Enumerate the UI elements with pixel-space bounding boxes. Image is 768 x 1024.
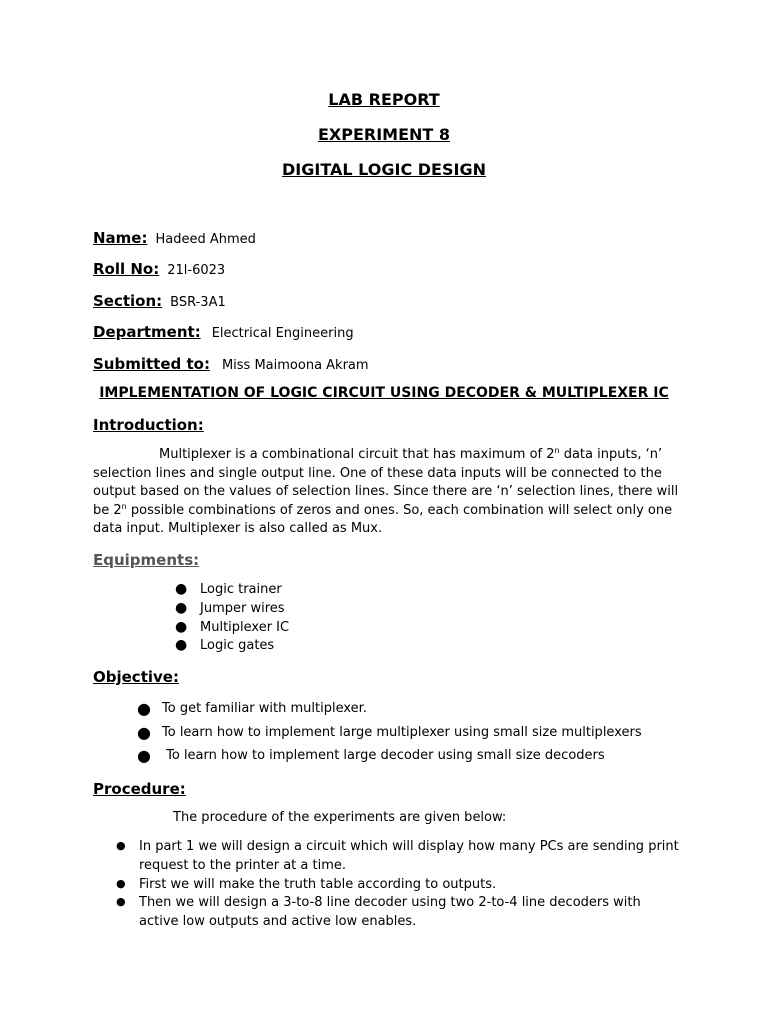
intro-sup-2: n — [121, 501, 127, 511]
procedure-item: First we will make the truth table according to outputs. — [139, 877, 497, 892]
bullet-icon: ● — [175, 637, 188, 653]
bullet-icon: ● — [175, 600, 188, 616]
equipment-item: Multiplexer IC — [200, 620, 290, 635]
department-value: Electrical Engineering — [211, 326, 354, 341]
course-title: DIGITAL LOGIC DESIGN — [282, 160, 486, 179]
procedure-item: In part 1 we will design a circuit which will display how many PCs are sending print request to the printer at a time. — [139, 839, 679, 873]
bullet-icon: ● — [116, 895, 126, 908]
experiment-title: EXPERIMENT 8 — [317, 125, 451, 144]
objective-item: To learn how to implement large decoder using small size decoders — [162, 748, 605, 763]
department-label: Department: — [93, 323, 201, 341]
bullet-icon: ● — [175, 619, 188, 635]
procedure-heading: Procedure: — [93, 780, 186, 798]
intro-text-3: possible combinations of zeros and ones. So, each combination will select only one data input. Multiplexer is also called as Mux. — [93, 502, 673, 537]
report-title: LAB REPORT — [328, 90, 440, 109]
department-field — [93, 322, 354, 341]
equipment-item: Logic gates — [200, 638, 275, 653]
roll-value: 21l-6023 — [167, 263, 226, 278]
submitted-field — [93, 354, 369, 373]
intro-text-2: data inputs, ‘n’ selection lines and single output line. One of these data inputs will be connected to the output based on the values of selection lines. Since there are ‘n’ selection lines, there will be 2 — [93, 447, 679, 518]
introduction-heading: Introduction: — [93, 416, 204, 434]
equipments-heading: Equipments: — [93, 551, 200, 569]
section-label: Section: — [93, 292, 163, 310]
submitted-value: Miss Maimoona Akram — [221, 358, 369, 373]
bullet-icon: ● — [137, 723, 151, 742]
intro-sup-1: n — [554, 446, 560, 455]
bullet-icon: ● — [175, 581, 188, 597]
procedure-item: Then we will design a 3-to-8 line decoder using two 2-to-4 line decoders with active low outputs and active low enables. — [139, 895, 641, 929]
roll-label: Roll No: — [93, 260, 160, 278]
submitted-label: Submitted to: — [93, 355, 210, 373]
bullet-icon: ● — [137, 699, 151, 718]
experiment-subtitle: IMPLEMENTATION OF LOGIC CIRCUIT USING DECODER & MULTIPLEXER IC — [99, 385, 669, 401]
name-field — [93, 228, 256, 247]
equipment-item: Logic trainer — [200, 582, 282, 597]
procedure-intro: The procedure of the experiments are given below: — [173, 810, 507, 825]
roll-field — [93, 259, 225, 278]
objective-item: To learn how to implement large multiplexer using small size multiplexers — [162, 725, 642, 740]
introduction-paragraph — [93, 446, 683, 539]
equipment-item: Jumper wires — [200, 601, 285, 616]
objective-heading: Objective: — [93, 668, 179, 686]
name-label: Name: — [93, 229, 148, 247]
section-value: BSR-3A1 — [170, 295, 226, 310]
objective-item: To get familiar with multiplexer. — [162, 701, 367, 716]
name-value: Hadeed Ahmed — [155, 232, 256, 247]
section-field — [93, 291, 226, 310]
bullet-icon: ● — [116, 839, 126, 852]
bullet-icon: ● — [116, 877, 126, 890]
intro-text-1: Multiplexer is a combinational circuit that has maximum of 2 — [159, 447, 555, 462]
bullet-icon: ● — [137, 746, 151, 765]
